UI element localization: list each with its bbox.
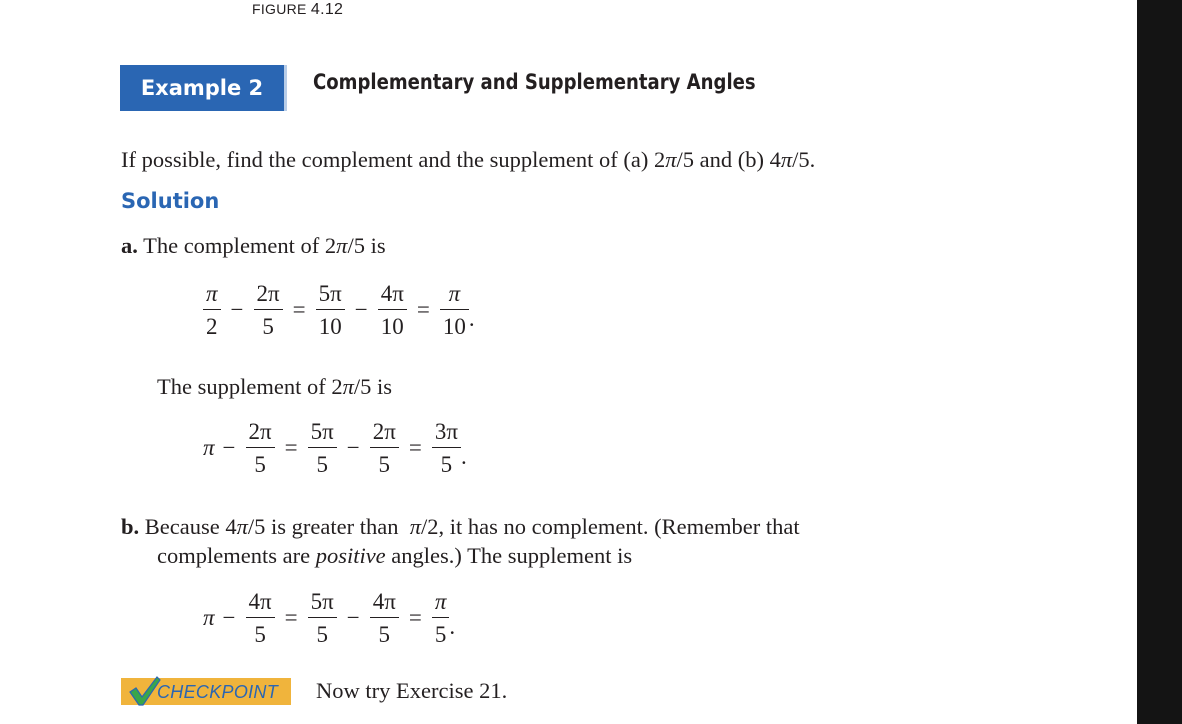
eq1-f1-denominator: 2	[206, 314, 218, 339]
eq1-fraction	[378, 280, 407, 340]
fraction-bar	[254, 309, 283, 310]
fraction-bar	[432, 447, 461, 448]
part-a-marker: a.	[121, 233, 138, 258]
checkpoint-exercise-text: Now try Exercise 21.	[316, 678, 508, 703]
fraction-bar	[308, 447, 337, 448]
minus-sign: −	[230, 297, 244, 322]
eq2-f4-denominator: 5	[440, 452, 453, 477]
eq2-f1-numerator: 2π	[248, 419, 272, 444]
eq3-fraction	[370, 588, 399, 648]
figure-number: 4.12	[310, 1, 344, 18]
problem-pi-1: π	[665, 147, 677, 172]
eq2-fraction	[432, 418, 461, 478]
minus-sign: −	[222, 605, 236, 630]
eq1-f1-numerator: π	[206, 281, 218, 306]
fraction-bar	[203, 309, 221, 310]
part-b-line2-text-2: angles.) The supplement is	[391, 543, 633, 568]
part-a-pi: π	[336, 233, 348, 258]
part-b-text-1: Because 4	[144, 514, 237, 539]
period: .	[460, 444, 467, 469]
eq2-f2-denominator: 5	[316, 452, 328, 477]
example-title: Complementary and Supplementary Angles	[313, 70, 756, 94]
eq3-fraction	[308, 588, 337, 648]
part-a-text-2: /5 is	[347, 233, 386, 258]
fraction-bar	[316, 309, 345, 310]
figure-label-word: FIGURE	[252, 1, 307, 17]
eq1-f4-denominator: 10	[380, 314, 404, 339]
period: .	[468, 306, 475, 331]
equals-sign: =	[408, 435, 422, 460]
supp-pi: π	[342, 374, 354, 399]
part-b-line-1	[121, 513, 800, 541]
fraction-bar	[246, 617, 275, 618]
equation-supplement-a	[203, 418, 467, 478]
part-a-text-1: The complement of 2	[143, 233, 337, 258]
problem-pi-2: π	[780, 147, 793, 172]
part-b-italic-positive: positive	[315, 543, 386, 568]
checkpoint-label: CHECKPOINT	[157, 682, 279, 702]
eq2-f3-numerator: 2π	[372, 419, 396, 444]
page-edge-bar	[1137, 0, 1182, 724]
eq1-fraction	[316, 280, 345, 340]
fraction-bar	[370, 447, 399, 448]
eq3-f4-denominator: 5	[434, 622, 447, 647]
period: .	[449, 614, 456, 639]
problem-text-2: /5 and (b) 4	[676, 147, 781, 172]
minus-sign: −	[346, 605, 360, 630]
figure-label	[252, 1, 343, 19]
equals-sign: =	[284, 605, 298, 630]
equals-sign: =	[416, 297, 430, 322]
eq2-f2-numerator: 5π	[310, 419, 334, 444]
fraction-bar	[308, 617, 337, 618]
eq1-fraction	[254, 280, 283, 340]
part-b-pi-2: π	[409, 514, 421, 539]
eq1-f2-denominator: 5	[262, 314, 274, 339]
eq3-f2-denominator: 5	[316, 622, 328, 647]
eq3-f1-numerator: 4π	[248, 589, 272, 614]
equation-complement-a	[199, 280, 475, 340]
eq1-f3-denominator: 10	[318, 314, 342, 339]
equation-supplement-b	[203, 588, 455, 648]
equals-sign: =	[408, 605, 422, 630]
fraction-bar	[370, 617, 399, 618]
eq1-fraction	[440, 280, 469, 340]
eq2-f4-numerator: 3π	[434, 419, 458, 444]
eq3-fraction	[432, 588, 450, 648]
eq3-f2-numerator: 5π	[310, 589, 334, 614]
eq3-f3-denominator: 5	[378, 622, 391, 647]
eq3-fraction	[246, 588, 275, 648]
eq2-fraction	[308, 418, 337, 478]
fraction-bar	[432, 617, 450, 618]
eq2-fraction	[370, 418, 399, 478]
minus-sign: −	[222, 435, 236, 460]
minus-sign: −	[346, 435, 360, 460]
fraction-bar	[378, 309, 407, 310]
example-badge: Example 2	[120, 65, 284, 111]
eq2-f1-denominator: 5	[254, 452, 266, 477]
part-b-marker: b.	[121, 514, 140, 539]
fraction-bar	[246, 447, 275, 448]
minus-sign: −	[354, 297, 368, 322]
equals-sign: =	[292, 297, 306, 322]
supp-text-1: The supplement of 2	[157, 374, 343, 399]
eq1-f5-numerator: π	[448, 281, 461, 306]
eq1-f3-numerator: 5π	[318, 281, 342, 306]
solution-heading: Solution	[121, 189, 220, 213]
supp-text-2: /5 is	[353, 374, 393, 399]
problem-text-3: /5.	[792, 147, 816, 172]
equals-sign: =	[284, 435, 298, 460]
fraction-bar	[440, 309, 469, 310]
part-a-supplement-intro	[157, 373, 392, 401]
eq2-f3-denominator: 5	[378, 452, 391, 477]
part-b-pi-1: π	[236, 514, 248, 539]
eq3-lead-pi: π	[203, 605, 215, 630]
checkmark-icon	[127, 675, 161, 707]
part-b-text-3: /2, it has no complement. (Remember that	[421, 514, 800, 539]
problem-statement	[121, 146, 815, 174]
eq3-f3-numerator: 4π	[372, 589, 396, 614]
part-b-line-2	[157, 542, 632, 570]
eq2-fraction	[246, 418, 275, 478]
eq1-f2-numerator: 2π	[256, 281, 280, 306]
eq1-f5-denominator: 10	[442, 314, 466, 339]
eq1-fraction	[203, 280, 221, 340]
part-a-intro	[121, 232, 386, 260]
eq1-f4-numerator: 4π	[380, 281, 404, 306]
part-b-text-2: /5 is greater than	[247, 514, 399, 539]
part-b-line2-text-1: complements are	[157, 543, 311, 568]
problem-text-1: If possible, find the complement and the supplement of (a) 2	[121, 147, 666, 172]
checkpoint-badge	[121, 677, 291, 707]
eq3-f1-denominator: 5	[254, 622, 266, 647]
eq3-f4-numerator: π	[434, 589, 447, 614]
eq2-lead-pi: π	[203, 435, 215, 460]
